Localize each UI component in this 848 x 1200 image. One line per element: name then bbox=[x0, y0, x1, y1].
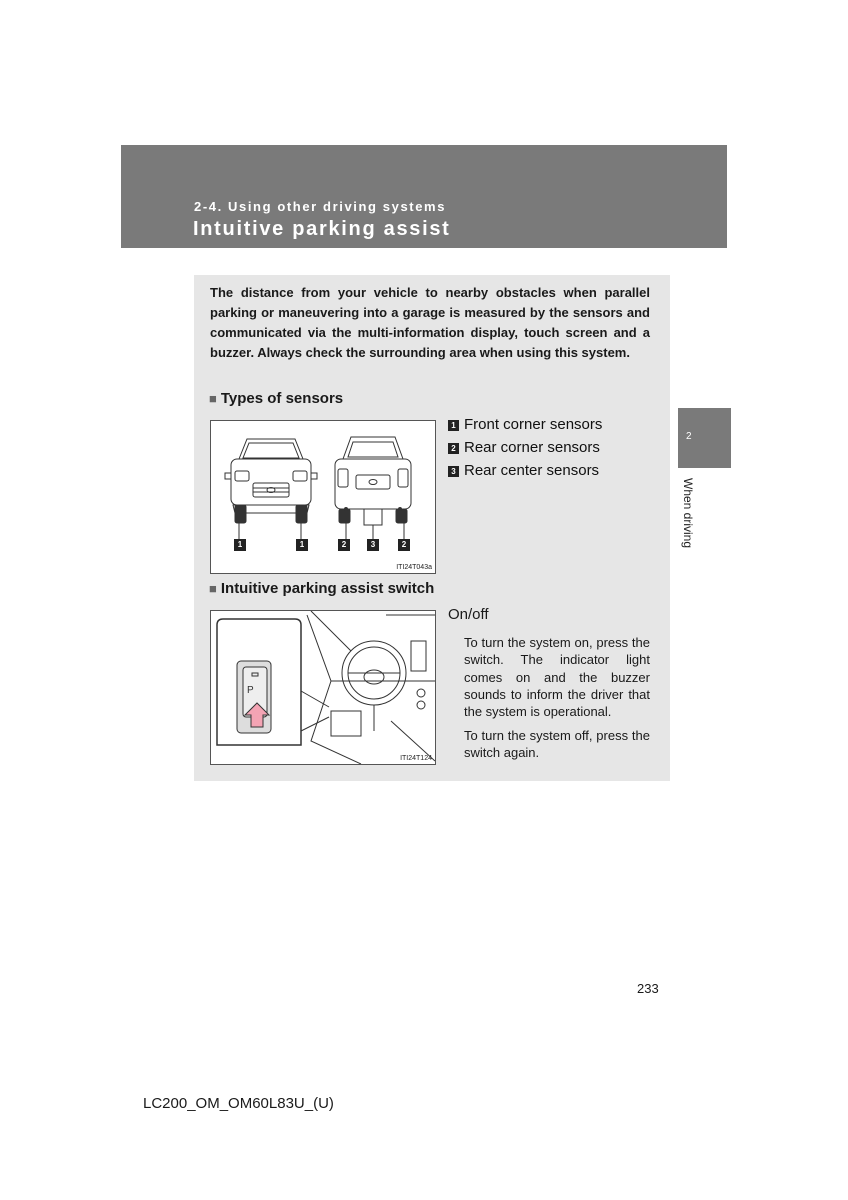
onoff-label: On/off bbox=[448, 606, 489, 623]
sensors-heading: ■ Types of sensors bbox=[209, 390, 344, 407]
sensor-item-1: 1 Front corner sensors bbox=[448, 416, 602, 433]
page-title: Intuitive parking assist bbox=[193, 218, 451, 240]
chapter-label: When driving bbox=[681, 478, 695, 549]
sensor-item-3: 3 Rear center sensors bbox=[448, 462, 599, 479]
marker-2-right: 2 bbox=[398, 539, 410, 551]
dashboard-diagram bbox=[211, 611, 435, 764]
square-bullet-icon: ■ bbox=[209, 391, 217, 406]
figure-code: ITI24T043a bbox=[396, 564, 432, 571]
chapter-number: 2 bbox=[686, 431, 692, 442]
switch-heading: ■ Intuitive parking assist switch bbox=[209, 580, 435, 597]
marker-2-left: 2 bbox=[338, 539, 350, 551]
marker-3: 3 bbox=[367, 539, 379, 551]
sensors-figure bbox=[210, 420, 436, 574]
intro-text: The distance from your vehicle to nearby obstacles when parallel parking or maneuvering into a garage is measured by the sensors and communicated via the multi-information display, touch screen and a buzzer. Always check the surrounding area when using this system. bbox=[210, 285, 650, 360]
document-code: LC200_OM_OM60L83U_(U) bbox=[143, 1095, 334, 1112]
section-label: 2-4. Using other driving systems bbox=[194, 199, 447, 214]
turn-on-text: To turn the system on, press the switch. The indicator light comes on and the buzzer sounds to inform the driver that the system is operational. bbox=[464, 635, 650, 720]
page-number: 233 bbox=[637, 981, 659, 996]
sensor-item-2: 2 Rear corner sensors bbox=[448, 439, 600, 456]
square-bullet-icon: ■ bbox=[209, 581, 217, 596]
switch-figure bbox=[210, 610, 436, 765]
marker-1-left: 1 bbox=[234, 539, 246, 551]
p-switch-label: P bbox=[247, 685, 254, 696]
marker-1-right: 1 bbox=[296, 539, 308, 551]
turn-off-text: To turn the system off, press the switch again. bbox=[464, 728, 650, 761]
figure-code: ITI24T124 bbox=[400, 755, 432, 762]
